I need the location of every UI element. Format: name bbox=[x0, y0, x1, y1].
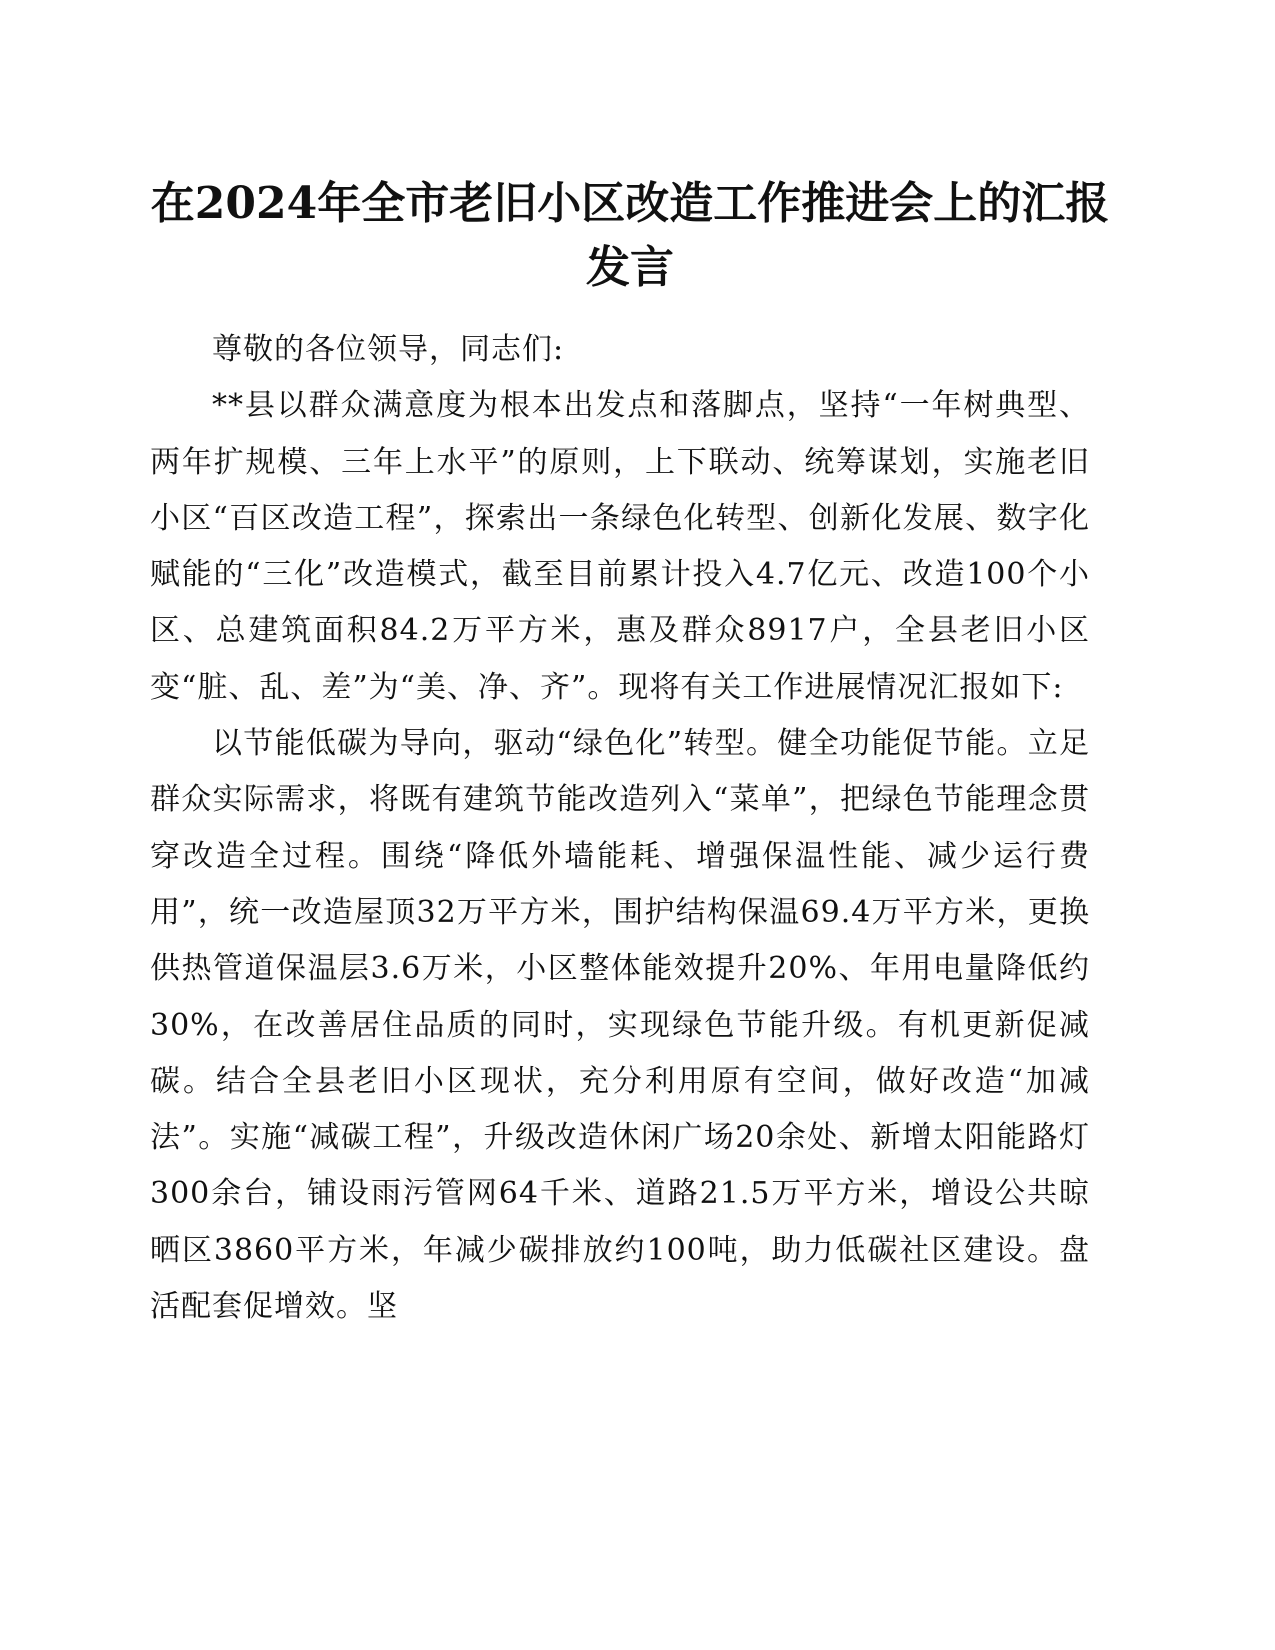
document-title: 在2024年全市老旧小区改造工作推进会上的汇报发言 bbox=[150, 178, 1110, 293]
intro-paragraph: **县以群众满意度为根本出发点和落脚点，坚持“一年树典型、两年扩规模、三年上水平”的原则，上下联动、统筹谋划，实施老旧小区“百区改造工程”，探索出一条绿色化转型、创新化发展、数字化赋能的“三化”改造模式，截至目前累计投入4.7亿元、改造100个小区、总建筑面积84.2万平方米，惠及群众8917户，全县老旧小区变“脏、乱、差”为“美、净、齐”。现将有关工作进展情况汇报如下: bbox=[150, 388, 1090, 705]
document-body bbox=[150, 322, 1090, 1335]
salutation-paragraph: 尊敬的各位领导，同志们: bbox=[212, 332, 565, 367]
green-transformation-paragraph: 以节能低碳为导向，驱动“绿色化”转型。健全功能促节能。立足群众实际需求，将既有建筑节能改造列入“菜单”，把绿色节能理念贯穿改造全过程。围绕“降低外墙能耗、增强保温性能、减少运行费用”，统一改造屋顶32万平方米，围护结构保温69.4万平方米，更换供热管道保温层3.6万米，小区整体能效提升20%、年用电量降低约30%，在改善居住品质的同时，实现绿色节能升级。有机更新促减碳。结合全县老旧小区现状，充分利用原有空间，做好改造“加减法”。实施“减碳工程”，升级改造休闲广场20余处、新增太阳能路灯300余台，铺设雨污管网64千米、道路21.5万平方米，增设公共晾晒区3860平方米，年减少碳排放约100吨，助力低碳社区建设。盘活配套促增效。坚 bbox=[150, 726, 1090, 1325]
